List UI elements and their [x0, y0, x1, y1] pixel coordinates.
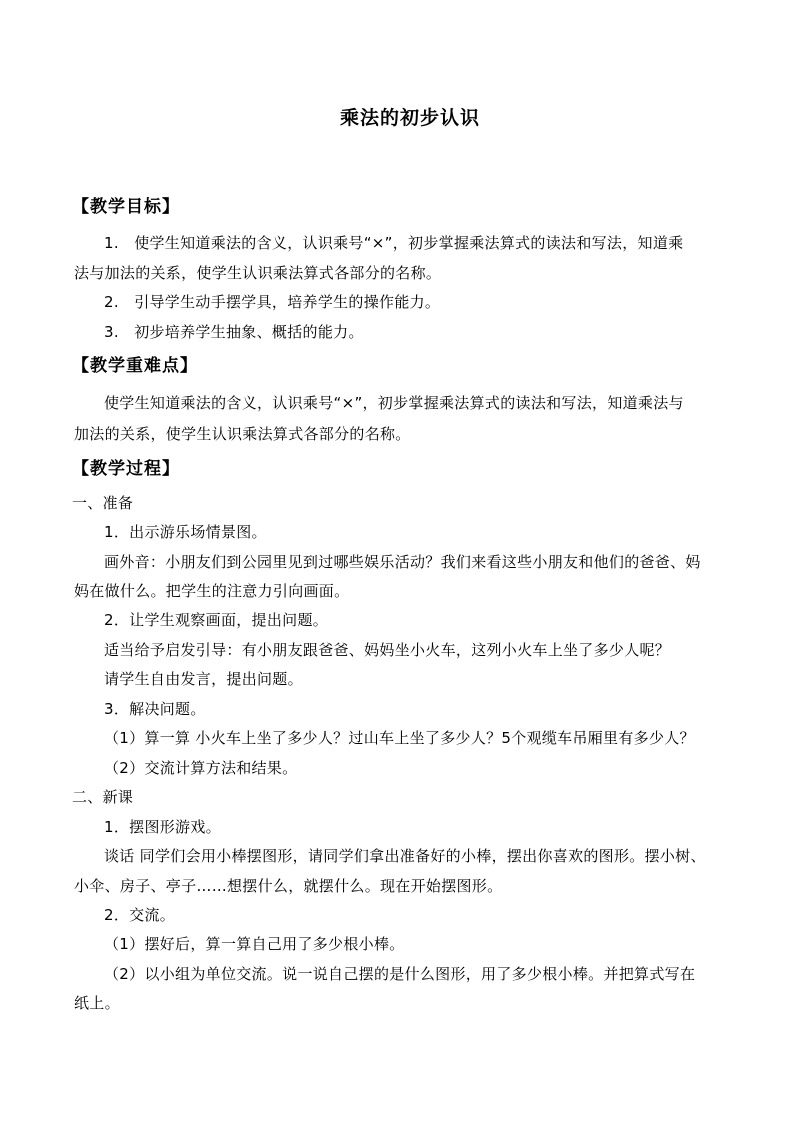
section-heading-process: 【教学过程】	[72, 459, 180, 479]
key-points-text: 使学生知道乘法的含义，认识乘号“×”，初步掌握乘法算式的读法和写法，知道乘法与	[104, 394, 684, 412]
objective-item-continuation: 法与加法的关系，使学生认识乘法算式各部分的名称。	[74, 264, 442, 282]
process-text-continuation: 小伞、房子、亭子……想摆什么，就摆什么。现在开始摆图形。	[74, 877, 503, 895]
objective-item: 3. 初步培养学生抽象、概括的能力。	[104, 323, 364, 341]
section-heading-objectives: 【教学目标】	[72, 197, 180, 217]
process-text: 请学生自由发言，提出问题。	[104, 670, 303, 688]
process-substep: （1）摆好后，算一算自己用了多少根小棒。	[104, 935, 405, 953]
process-text: 适当给予启发引导：有小朋友跟爸爸、妈妈坐小火车，这列小火车上坐了多少人呢？	[104, 641, 671, 659]
process-substep-continuation: 纸上。	[74, 994, 120, 1012]
process-step: 1．出示游乐场情景图。	[104, 523, 267, 541]
process-text-continuation: 妈在做什么。把学生的注意力引向画面。	[74, 582, 350, 600]
process-text: 画外音：小朋友们到公园里见到过哪些娱乐活动？我们来看这些小朋友和他们的爸爸、妈	[104, 553, 701, 571]
process-step: 3．解决问题。	[104, 700, 206, 718]
process-step: 2．让学生观察画面，提出问题。	[104, 611, 329, 629]
process-subsection-title: 一、准备	[72, 494, 134, 512]
key-points-text-continuation: 加法的关系，使学生认识乘法算式各部分的名称。	[74, 425, 411, 443]
objective-item: 2. 引导学生动手摆学具，培养学生的操作能力。	[104, 293, 441, 311]
process-substep: （2）交流计算方法和结果。	[104, 759, 298, 777]
process-subsection-title: 二、新课	[72, 788, 134, 806]
process-step: 2．交流。	[104, 906, 176, 924]
process-substep: （2）以小组为单位交流。说一说自己摆的是什么图形，用了多少根小棒。并把算式写在	[104, 965, 696, 983]
process-step: 1．摆图形游戏。	[104, 818, 221, 836]
document-title: 乘法的初步认识	[339, 107, 480, 129]
process-substep: （1）算一算 小火车上坐了多少人？过山车上坐了多少人？5个观缆车吊厢里有多少人？	[104, 729, 695, 747]
section-heading-key-points: 【教学重难点】	[72, 356, 198, 376]
process-text: 谈话 同学们会用小棒摆图形，请同学们拿出准备好的小棒，摆出你喜欢的图形。摆小树、	[104, 847, 706, 865]
objective-item: 1. 使学生知道乘法的含义，认识乘号“×”，初步掌握乘法算式的读法和写法，知道乘	[104, 234, 684, 252]
